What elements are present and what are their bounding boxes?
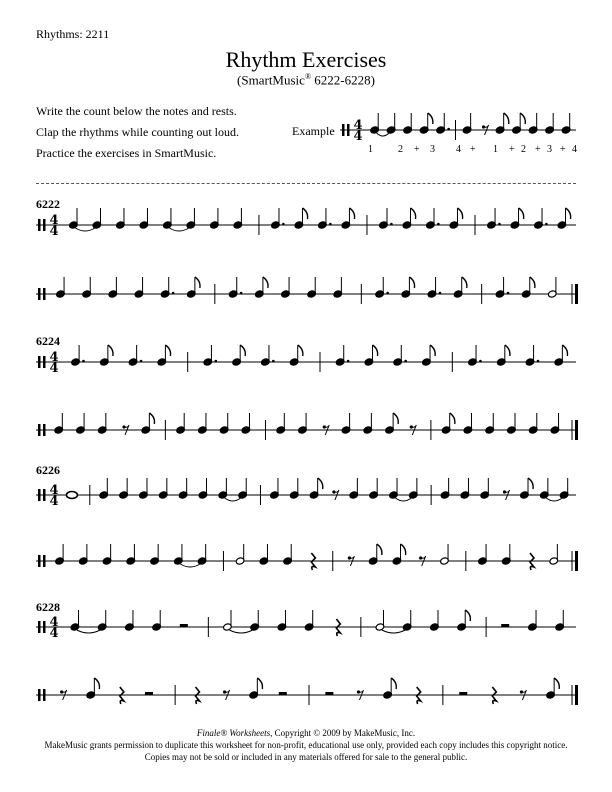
registered-mark: ®	[304, 72, 312, 81]
dot	[390, 223, 393, 226]
dot	[82, 360, 85, 363]
eighth-flag	[401, 544, 406, 555]
eighth-flag	[554, 678, 559, 689]
percussion-clef	[342, 124, 345, 136]
eighth-flag	[94, 678, 99, 689]
instruction-2: Clap the rhythms while counting out loud.	[36, 125, 239, 139]
exercise-number: 6228	[36, 600, 60, 614]
dot	[386, 292, 389, 295]
eighth-flag	[195, 277, 200, 288]
eighth-flag	[263, 277, 268, 288]
count-4: 4	[456, 144, 461, 155]
eighth-flag	[528, 478, 533, 489]
percussion-clef	[43, 424, 46, 436]
footer-product: Finale® Worksheets	[196, 728, 271, 738]
tie	[225, 498, 241, 501]
eighth-flag	[298, 345, 303, 356]
percussion-clef	[38, 689, 41, 701]
eighth-flag	[465, 610, 470, 621]
eighth-flag	[257, 678, 262, 689]
count-1: 1	[368, 144, 373, 155]
dot	[404, 360, 407, 363]
rhythm-staff-2	[0, 274, 612, 314]
half-rest	[180, 624, 188, 627]
percussion-clef	[43, 219, 46, 231]
count-and: +	[509, 144, 515, 155]
final-barline	[575, 685, 578, 705]
count-3: 3	[430, 144, 435, 155]
exercise-number: 6224	[36, 334, 60, 348]
eighth-flag	[457, 208, 462, 219]
percussion-clef	[43, 356, 46, 368]
exercise-number: 6226	[36, 463, 60, 477]
page-title: Rhythm Exercises	[225, 47, 387, 72]
percussion-clef	[38, 424, 41, 436]
exercise-number: 6222	[36, 197, 60, 211]
percussion-clef	[347, 124, 350, 136]
tie	[395, 498, 411, 501]
rhythm-staff-8	[0, 675, 612, 715]
tie	[229, 630, 252, 633]
dot	[498, 223, 501, 226]
eighth-flag	[108, 345, 113, 356]
final-barline	[575, 284, 578, 304]
percussion-clef	[43, 689, 46, 701]
eighth-flag	[165, 345, 170, 356]
time-signature-bottom: 4	[49, 626, 59, 641]
worksheet-tag: Rhythms: 2211	[36, 27, 110, 41]
subtitle-suffix: 6222-6228)	[311, 72, 375, 88]
dot	[479, 360, 482, 363]
time-signature-bottom: 4	[49, 361, 59, 376]
eighth-flag	[450, 413, 455, 424]
dot	[329, 223, 332, 226]
eighth-flag	[410, 208, 415, 219]
count-2: 2	[398, 144, 403, 155]
percussion-clef	[38, 219, 41, 231]
instruction-3: Practice the exercises in SmartMusic.	[36, 146, 217, 160]
dot	[447, 128, 450, 131]
dot	[140, 360, 143, 363]
tie	[382, 630, 405, 633]
eighth-flag	[430, 345, 435, 356]
eighth-flag	[393, 413, 398, 424]
footer-line-1	[0, 727, 612, 739]
half-rest	[325, 692, 333, 695]
eighth-flag	[562, 345, 567, 356]
dot	[439, 292, 442, 295]
percussion-clef	[43, 621, 46, 633]
rhythm-staff-1	[0, 205, 612, 245]
whole-note	[66, 492, 77, 499]
time-signature-bottom: 4	[49, 494, 59, 509]
tie	[377, 133, 390, 136]
eighth-flag	[504, 113, 509, 124]
half-rest	[501, 624, 509, 627]
eighth-flag	[519, 208, 524, 219]
eighth-flag	[349, 208, 354, 219]
rhythm-staff-7	[0, 607, 612, 647]
rhythm-staff-3	[0, 342, 612, 382]
eighth-flag	[149, 413, 154, 424]
eighth-flag	[409, 277, 414, 288]
subtitle-prefix: (SmartMusic	[237, 72, 305, 88]
eighth-flag	[428, 113, 433, 124]
final-barline	[575, 551, 578, 571]
count-3: 3	[547, 144, 552, 155]
footer-line-2: MakeMusic grants permission to duplicate this worksheet for non-profit, educational use only, provided each copy includes this copyright notice.	[44, 740, 568, 750]
eighth-flag	[372, 345, 377, 356]
rhythm-staff-6	[0, 541, 612, 581]
instruction-1: Write the count below the notes and rests.	[36, 104, 237, 118]
footer-copyright: , Copyright © 2009 by MakeMusic, Inc.	[270, 728, 416, 738]
eighth-flag	[302, 208, 307, 219]
rhythm-staff-4	[0, 410, 612, 450]
percussion-clef	[38, 621, 41, 633]
percussion-clef	[38, 288, 41, 300]
tie	[180, 564, 200, 567]
dot	[507, 292, 510, 295]
time-signature-top: 4	[353, 118, 363, 133]
dot	[240, 292, 243, 295]
eighth-flag	[240, 345, 245, 356]
dot	[537, 360, 540, 363]
dot	[282, 223, 285, 226]
copyright-footer	[0, 727, 612, 763]
count-and: +	[470, 144, 476, 155]
percussion-clef	[38, 489, 41, 501]
eighth-flag	[318, 478, 323, 489]
rhythm-staff-5	[0, 475, 612, 515]
tie	[77, 630, 100, 633]
half-rest	[145, 692, 153, 695]
percussion-clef	[43, 288, 46, 300]
percussion-clef	[43, 555, 46, 567]
tie	[169, 228, 188, 231]
tie	[75, 228, 94, 231]
count-2: 2	[521, 144, 526, 155]
eighth-flag	[377, 544, 382, 555]
example-label: Example	[292, 124, 335, 138]
eighth-flag	[566, 208, 571, 219]
eighth-flag	[462, 277, 467, 288]
dot	[272, 360, 275, 363]
time-signature-top: 4	[49, 483, 59, 498]
footer-line-3: Copies may not be sold or included in any materials offered for sale to the general public.	[144, 752, 468, 762]
section-divider	[36, 183, 576, 184]
eighth-flag	[530, 277, 535, 288]
time-signature-top: 4	[49, 213, 59, 228]
dot	[215, 360, 218, 363]
count-and: +	[535, 144, 541, 155]
eighth-flag	[505, 345, 510, 356]
time-signature-bottom: 4	[49, 224, 59, 239]
percussion-clef	[38, 555, 41, 567]
time-signature-bottom: 4	[353, 129, 363, 144]
dot	[347, 360, 350, 363]
dot	[172, 292, 175, 295]
half-rest	[459, 692, 467, 695]
percussion-clef	[43, 489, 46, 501]
half-rest	[279, 692, 287, 695]
final-barline	[575, 420, 578, 440]
count-1: 1	[493, 144, 498, 155]
percussion-clef	[38, 356, 41, 368]
time-signature-top: 4	[49, 615, 59, 630]
count-and: +	[414, 144, 420, 155]
dot	[437, 223, 440, 226]
tie	[546, 498, 562, 501]
count-and: +	[560, 144, 566, 155]
dot	[545, 223, 548, 226]
eighth-flag	[520, 113, 525, 124]
count-4: 4	[572, 144, 577, 155]
eighth-flag	[391, 678, 396, 689]
page-subtitle	[0, 72, 612, 88]
time-signature-top: 4	[49, 350, 59, 365]
